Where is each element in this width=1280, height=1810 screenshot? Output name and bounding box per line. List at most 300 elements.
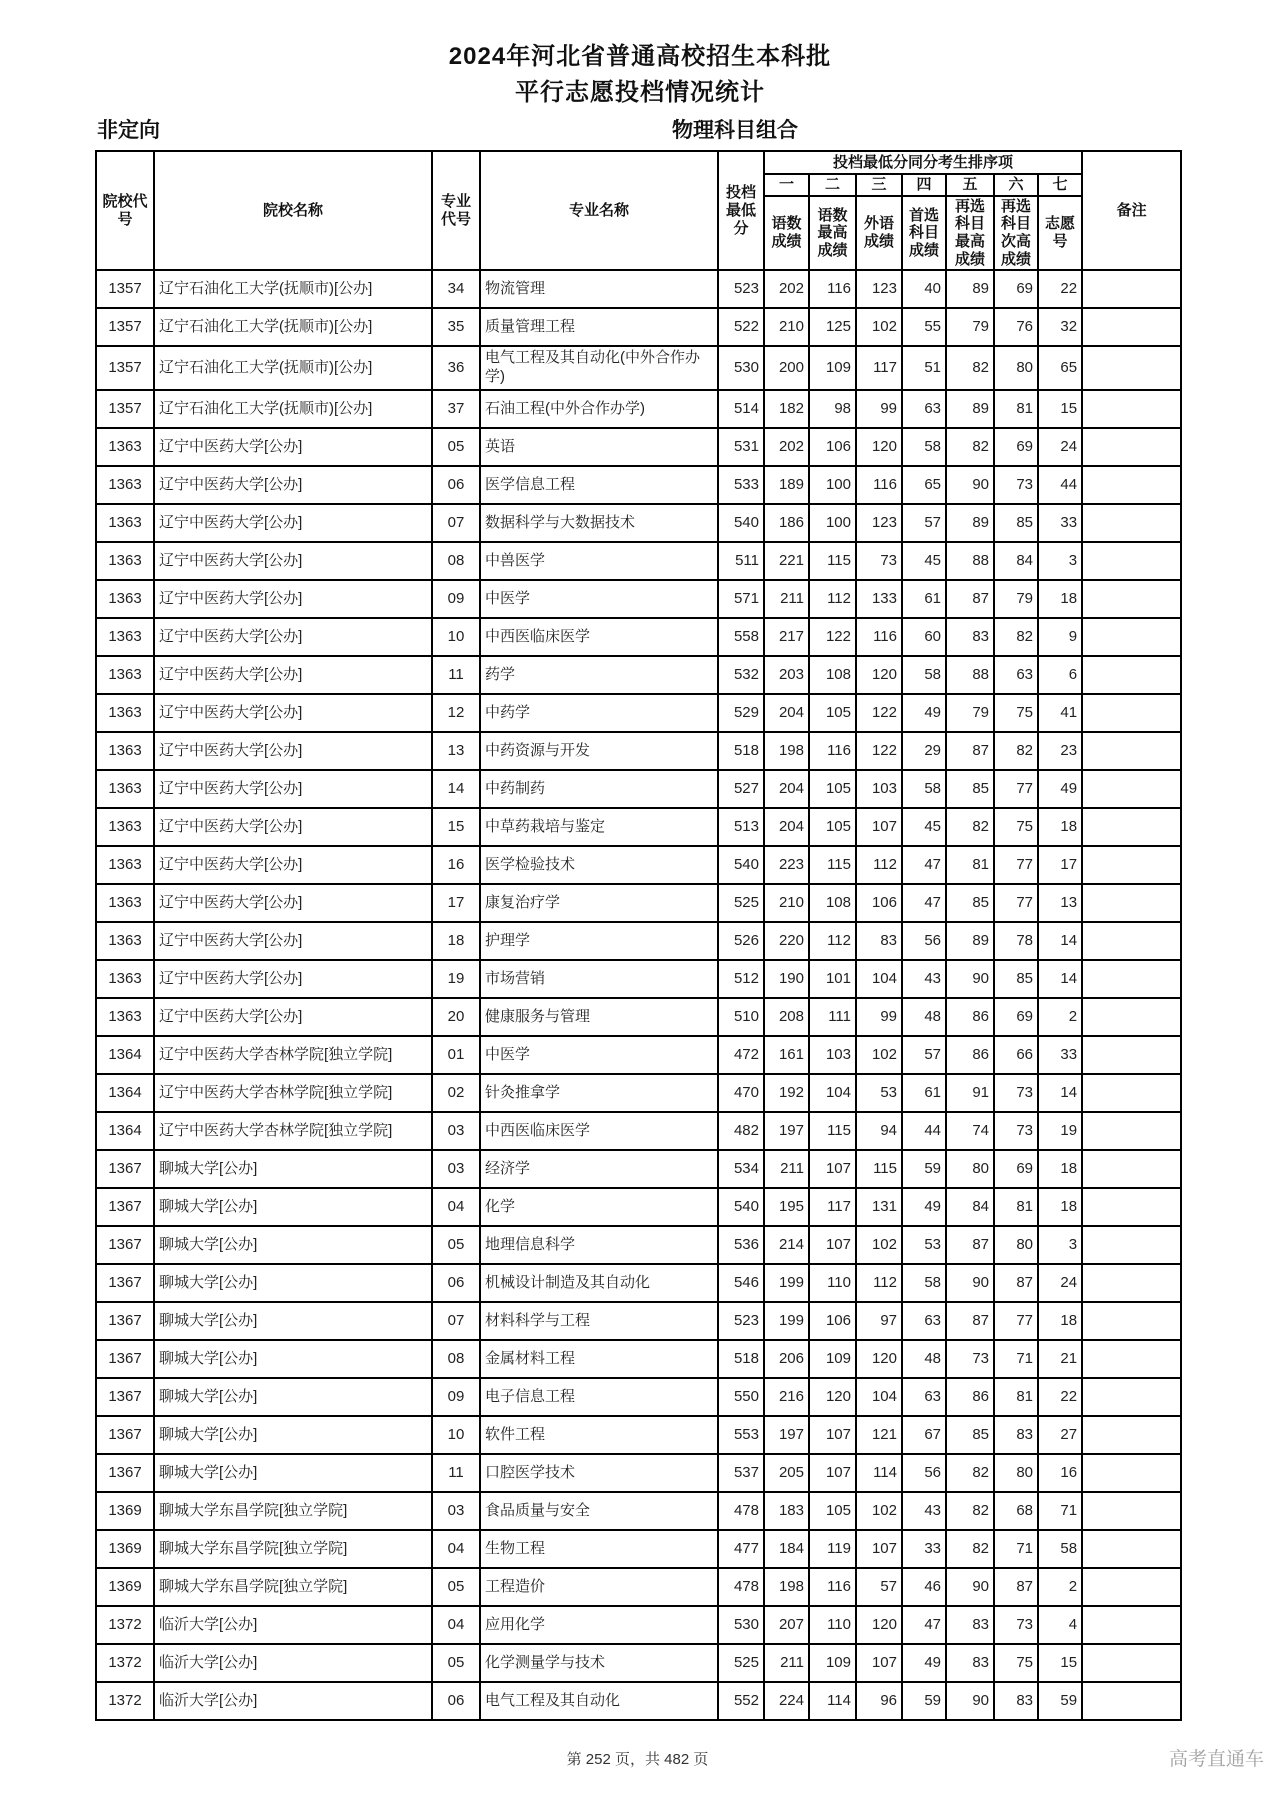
school-code-cell: 1367 (96, 1340, 154, 1378)
table-row (96, 466, 1181, 504)
school-code-cell: 1363 (96, 884, 154, 922)
remark-cell (1082, 390, 1181, 428)
tiebreak-2-chinese-math-max-cell: 107 (809, 1150, 856, 1188)
major-name-cell: 中兽医学 (480, 542, 718, 580)
remark-cell (1082, 998, 1181, 1036)
remark-cell (1082, 846, 1181, 884)
tiebreak-4-first-choice-cell: 43 (902, 1492, 946, 1530)
tiebreak-4-first-choice-cell: 47 (902, 846, 946, 884)
major-name-cell: 医学检验技术 (480, 846, 718, 884)
header-label-volunteer-no: 志愿号 (1038, 196, 1082, 271)
tiebreak-7-volunteer-no-cell: 9 (1038, 618, 1082, 656)
major-name-cell: 质量管理工程 (480, 308, 718, 346)
tiebreak-5-reselect-max-cell: 89 (946, 922, 994, 960)
major-code-cell: 06 (432, 466, 480, 504)
tiebreak-7-volunteer-no-cell: 27 (1038, 1416, 1082, 1454)
major-code-cell: 01 (432, 1036, 480, 1074)
tiebreak-7-volunteer-no-cell: 14 (1038, 960, 1082, 998)
tiebreak-1-chinese-math-cell: 224 (764, 1682, 809, 1720)
header-label-foreign-language: 外语成绩 (856, 196, 902, 271)
tiebreak-5-reselect-max-cell: 82 (946, 1454, 994, 1492)
tiebreak-1-chinese-math-cell: 189 (764, 466, 809, 504)
school-code-cell: 1363 (96, 580, 154, 618)
tiebreak-3-foreign-language-cell: 103 (856, 770, 902, 808)
school-code-cell: 1369 (96, 1492, 154, 1530)
major-name-cell: 针灸推拿学 (480, 1074, 718, 1112)
header-remark: 备注 (1082, 151, 1181, 270)
min-score-cell: 537 (718, 1454, 764, 1492)
school-code-cell: 1364 (96, 1036, 154, 1074)
school-name-cell: 辽宁中医药大学[公办] (154, 884, 432, 922)
remark-cell (1082, 1226, 1181, 1264)
tiebreak-4-first-choice-cell: 58 (902, 1264, 946, 1302)
tiebreak-1-chinese-math-cell: 211 (764, 1150, 809, 1188)
tiebreak-4-first-choice-cell: 29 (902, 732, 946, 770)
tiebreak-4-first-choice-cell: 47 (902, 884, 946, 922)
tiebreak-5-reselect-max-cell: 81 (946, 846, 994, 884)
tiebreak-5-reselect-max-cell: 90 (946, 1682, 994, 1720)
tiebreak-2-chinese-math-max-cell: 100 (809, 504, 856, 542)
min-score-cell: 540 (718, 1188, 764, 1226)
tiebreak-3-foreign-language-cell: 123 (856, 504, 902, 542)
major-code-cell: 09 (432, 580, 480, 618)
page-title-line1: 2024年河北省普通高校招生本科批 (448, 43, 832, 70)
tiebreak-7-volunteer-no-cell: 18 (1038, 580, 1082, 618)
school-name-cell: 辽宁石油化工大学(抚顺市)[公办] (154, 270, 432, 308)
table-row (96, 1188, 1181, 1226)
min-score-cell: 527 (718, 770, 764, 808)
tiebreak-6-reselect-second-cell: 84 (994, 542, 1038, 580)
remark-cell (1082, 618, 1181, 656)
tiebreak-2-chinese-math-max-cell: 107 (809, 1454, 856, 1492)
tiebreak-3-foreign-language-cell: 131 (856, 1188, 902, 1226)
major-code-cell: 05 (432, 1568, 480, 1606)
min-score-cell: 482 (718, 1112, 764, 1150)
tiebreak-7-volunteer-no-cell: 2 (1038, 998, 1082, 1036)
min-score-cell: 510 (718, 998, 764, 1036)
tiebreak-6-reselect-second-cell: 69 (994, 998, 1038, 1036)
subject-group-label: 物理科目组合 (672, 119, 798, 142)
tiebreak-4-first-choice-cell: 67 (902, 1416, 946, 1454)
tiebreak-2-chinese-math-max-cell: 115 (809, 1112, 856, 1150)
school-name-cell: 辽宁中医药大学[公办] (154, 960, 432, 998)
min-score-cell: 522 (718, 308, 764, 346)
min-score-cell: 518 (718, 732, 764, 770)
remark-cell (1082, 1454, 1181, 1492)
major-name-cell: 英语 (480, 428, 718, 466)
tiebreak-7-volunteer-no-cell: 18 (1038, 1302, 1082, 1340)
tiebreak-5-reselect-max-cell: 90 (946, 960, 994, 998)
min-score-cell: 530 (718, 1606, 764, 1644)
tiebreak-3-foreign-language-cell: 120 (856, 1340, 902, 1378)
tiebreak-4-first-choice-cell: 48 (902, 998, 946, 1036)
table-row (96, 1036, 1181, 1074)
tiebreak-2-chinese-math-max-cell: 116 (809, 1568, 856, 1606)
min-score-cell: 478 (718, 1492, 764, 1530)
tiebreak-1-chinese-math-cell: 198 (764, 732, 809, 770)
tiebreak-4-first-choice-cell: 45 (902, 808, 946, 846)
major-name-cell: 电气工程及其自动化 (480, 1682, 718, 1720)
table-row (96, 580, 1181, 618)
major-code-cell: 36 (432, 346, 480, 390)
tiebreak-3-foreign-language-cell: 94 (856, 1112, 902, 1150)
school-code-cell: 1367 (96, 1378, 154, 1416)
tiebreak-5-reselect-max-cell: 86 (946, 998, 994, 1036)
min-score-cell: 523 (718, 270, 764, 308)
tiebreak-6-reselect-second-cell: 80 (994, 1226, 1038, 1264)
school-name-cell: 辽宁中医药大学[公办] (154, 504, 432, 542)
page-title-line2: 平行志愿投档情况统计 (515, 79, 765, 106)
tiebreak-4-first-choice-cell: 44 (902, 1112, 946, 1150)
table-row (96, 1682, 1181, 1720)
tiebreak-4-first-choice-cell: 58 (902, 656, 946, 694)
tiebreak-4-first-choice-cell: 56 (902, 1454, 946, 1492)
header-rank-1: 一 (764, 174, 809, 196)
header-label-reselect-second: 再选科目次高成绩 (994, 196, 1038, 271)
tiebreak-7-volunteer-no-cell: 32 (1038, 308, 1082, 346)
major-name-cell: 中西医临床医学 (480, 618, 718, 656)
tiebreak-1-chinese-math-cell: 202 (764, 270, 809, 308)
school-name-cell: 辽宁中医药大学[公办] (154, 846, 432, 884)
header-major-code: 专业代号 (432, 151, 480, 270)
remark-cell (1082, 1150, 1181, 1188)
min-score-cell: 518 (718, 1340, 764, 1378)
tiebreak-2-chinese-math-max-cell: 107 (809, 1226, 856, 1264)
tiebreak-7-volunteer-no-cell: 14 (1038, 1074, 1082, 1112)
school-name-cell: 辽宁石油化工大学(抚顺市)[公办] (154, 390, 432, 428)
table-header (96, 151, 1181, 270)
table-body (96, 270, 1181, 1720)
tiebreak-3-foreign-language-cell: 112 (856, 846, 902, 884)
major-name-cell: 中医学 (480, 1036, 718, 1074)
school-name-cell: 辽宁中医药大学[公办] (154, 998, 432, 1036)
school-name-cell: 聊城大学东昌学院[独立学院] (154, 1568, 432, 1606)
tiebreak-1-chinese-math-cell: 210 (764, 884, 809, 922)
tiebreak-4-first-choice-cell: 58 (902, 770, 946, 808)
major-code-cell: 15 (432, 808, 480, 846)
tiebreak-7-volunteer-no-cell: 44 (1038, 466, 1082, 504)
tiebreak-2-chinese-math-max-cell: 116 (809, 732, 856, 770)
min-score-cell: 512 (718, 960, 764, 998)
major-name-cell: 中草药栽培与鉴定 (480, 808, 718, 846)
tiebreak-2-chinese-math-max-cell: 111 (809, 998, 856, 1036)
major-name-cell: 中药资源与开发 (480, 732, 718, 770)
major-code-cell: 17 (432, 884, 480, 922)
major-name-cell: 工程造价 (480, 1568, 718, 1606)
school-name-cell: 辽宁中医药大学[公办] (154, 770, 432, 808)
school-code-cell: 1367 (96, 1302, 154, 1340)
tiebreak-4-first-choice-cell: 57 (902, 504, 946, 542)
min-score-cell: 514 (718, 390, 764, 428)
tiebreak-7-volunteer-no-cell: 24 (1038, 1264, 1082, 1302)
tiebreak-6-reselect-second-cell: 73 (994, 1112, 1038, 1150)
tiebreak-5-reselect-max-cell: 86 (946, 1036, 994, 1074)
tiebreak-5-reselect-max-cell: 89 (946, 390, 994, 428)
tiebreak-2-chinese-math-max-cell: 109 (809, 1644, 856, 1682)
major-name-cell: 软件工程 (480, 1416, 718, 1454)
tiebreak-3-foreign-language-cell: 107 (856, 1530, 902, 1568)
header-tiebreak-group: 投档最低分同分考生排序项 (764, 151, 1082, 174)
table-row (96, 270, 1181, 308)
major-code-cell: 13 (432, 732, 480, 770)
tiebreak-3-foreign-language-cell: 57 (856, 1568, 902, 1606)
tiebreak-3-foreign-language-cell: 121 (856, 1416, 902, 1454)
tiebreak-7-volunteer-no-cell: 18 (1038, 1188, 1082, 1226)
tiebreak-5-reselect-max-cell: 89 (946, 504, 994, 542)
tiebreak-3-foreign-language-cell: 96 (856, 1682, 902, 1720)
tiebreak-7-volunteer-no-cell: 17 (1038, 846, 1082, 884)
tiebreak-5-reselect-max-cell: 82 (946, 428, 994, 466)
header-min-score: 投档最低分 (718, 151, 764, 270)
min-score-cell: 546 (718, 1264, 764, 1302)
major-code-cell: 04 (432, 1606, 480, 1644)
tiebreak-6-reselect-second-cell: 87 (994, 1264, 1038, 1302)
school-name-cell: 辽宁中医药大学[公办] (154, 618, 432, 656)
tiebreak-4-first-choice-cell: 51 (902, 346, 946, 390)
major-code-cell: 10 (432, 1416, 480, 1454)
table-row (96, 1568, 1181, 1606)
tiebreak-2-chinese-math-max-cell: 101 (809, 960, 856, 998)
major-name-cell: 生物工程 (480, 1530, 718, 1568)
tiebreak-1-chinese-math-cell: 199 (764, 1302, 809, 1340)
major-name-cell: 食品质量与安全 (480, 1492, 718, 1530)
tiebreak-6-reselect-second-cell: 83 (994, 1416, 1038, 1454)
school-code-cell: 1364 (96, 1074, 154, 1112)
major-name-cell: 中药学 (480, 694, 718, 732)
tiebreak-2-chinese-math-max-cell: 109 (809, 1340, 856, 1378)
tiebreak-6-reselect-second-cell: 71 (994, 1340, 1038, 1378)
table-row (96, 770, 1181, 808)
table-row (96, 390, 1181, 428)
school-code-cell: 1372 (96, 1644, 154, 1682)
tiebreak-6-reselect-second-cell: 80 (994, 1454, 1038, 1492)
remark-cell (1082, 694, 1181, 732)
school-name-cell: 辽宁中医药大学[公办] (154, 656, 432, 694)
tiebreak-7-volunteer-no-cell: 4 (1038, 1606, 1082, 1644)
tiebreak-4-first-choice-cell: 65 (902, 466, 946, 504)
tiebreak-4-first-choice-cell: 47 (902, 1606, 946, 1644)
remark-cell (1082, 1530, 1181, 1568)
school-name-cell: 临沂大学[公办] (154, 1644, 432, 1682)
tiebreak-5-reselect-max-cell: 91 (946, 1074, 994, 1112)
tiebreak-1-chinese-math-cell: 182 (764, 390, 809, 428)
tiebreak-2-chinese-math-max-cell: 115 (809, 542, 856, 580)
header-rank-7: 七 (1038, 174, 1082, 196)
min-score-cell: 470 (718, 1074, 764, 1112)
page-indicator: 第 252 页，共 482 页 (566, 1751, 709, 1768)
tiebreak-3-foreign-language-cell: 102 (856, 308, 902, 346)
remark-cell (1082, 308, 1181, 346)
tiebreak-5-reselect-max-cell: 83 (946, 1606, 994, 1644)
tiebreak-1-chinese-math-cell: 204 (764, 808, 809, 846)
table-row (96, 1226, 1181, 1264)
tiebreak-1-chinese-math-cell: 202 (764, 428, 809, 466)
school-code-cell: 1363 (96, 428, 154, 466)
table-row (96, 1340, 1181, 1378)
tiebreak-3-foreign-language-cell: 102 (856, 1492, 902, 1530)
tiebreak-6-reselect-second-cell: 75 (994, 808, 1038, 846)
tiebreak-3-foreign-language-cell: 97 (856, 1302, 902, 1340)
school-code-cell: 1363 (96, 618, 154, 656)
school-name-cell: 辽宁中医药大学杏林学院[独立学院] (154, 1036, 432, 1074)
header-rank-6: 六 (994, 174, 1038, 196)
table-row (96, 618, 1181, 656)
school-code-cell: 1363 (96, 504, 154, 542)
major-code-cell: 20 (432, 998, 480, 1036)
tiebreak-2-chinese-math-max-cell: 108 (809, 656, 856, 694)
header-rank-5: 五 (946, 174, 994, 196)
table-row (96, 1302, 1181, 1340)
remark-cell (1082, 1378, 1181, 1416)
school-code-cell: 1363 (96, 694, 154, 732)
tiebreak-3-foreign-language-cell: 112 (856, 1264, 902, 1302)
tiebreak-3-foreign-language-cell: 123 (856, 270, 902, 308)
school-name-cell: 聊城大学东昌学院[独立学院] (154, 1530, 432, 1568)
tiebreak-7-volunteer-no-cell: 23 (1038, 732, 1082, 770)
school-code-cell: 1367 (96, 1150, 154, 1188)
school-name-cell: 临沂大学[公办] (154, 1682, 432, 1720)
tiebreak-7-volunteer-no-cell: 16 (1038, 1454, 1082, 1492)
tiebreak-5-reselect-max-cell: 80 (946, 1150, 994, 1188)
tiebreak-7-volunteer-no-cell: 24 (1038, 428, 1082, 466)
major-name-cell: 护理学 (480, 922, 718, 960)
remark-cell (1082, 580, 1181, 618)
school-code-cell: 1363 (96, 960, 154, 998)
major-name-cell: 市场营销 (480, 960, 718, 998)
table-row (96, 808, 1181, 846)
major-code-cell: 05 (432, 1226, 480, 1264)
school-code-cell: 1357 (96, 308, 154, 346)
tiebreak-5-reselect-max-cell: 87 (946, 580, 994, 618)
remark-cell (1082, 1568, 1181, 1606)
header-label-first-choice: 首选科目成绩 (902, 196, 946, 271)
tiebreak-5-reselect-max-cell: 88 (946, 656, 994, 694)
tiebreak-6-reselect-second-cell: 79 (994, 580, 1038, 618)
school-code-cell: 1369 (96, 1530, 154, 1568)
min-score-cell: 525 (718, 884, 764, 922)
school-code-cell: 1363 (96, 998, 154, 1036)
major-name-cell: 应用化学 (480, 1606, 718, 1644)
min-score-cell: 477 (718, 1530, 764, 1568)
tiebreak-3-foreign-language-cell: 53 (856, 1074, 902, 1112)
tiebreak-3-foreign-language-cell: 120 (856, 1606, 902, 1644)
header-rank-3: 三 (856, 174, 902, 196)
min-score-cell: 472 (718, 1036, 764, 1074)
tiebreak-3-foreign-language-cell: 122 (856, 694, 902, 732)
min-score-cell: 526 (718, 922, 764, 960)
tiebreak-7-volunteer-no-cell: 3 (1038, 542, 1082, 580)
tiebreak-7-volunteer-no-cell: 58 (1038, 1530, 1082, 1568)
tiebreak-7-volunteer-no-cell: 33 (1038, 1036, 1082, 1074)
tiebreak-4-first-choice-cell: 63 (902, 1378, 946, 1416)
tiebreak-3-foreign-language-cell: 114 (856, 1454, 902, 1492)
tiebreak-3-foreign-language-cell: 116 (856, 466, 902, 504)
major-code-cell: 34 (432, 270, 480, 308)
remark-cell (1082, 1074, 1181, 1112)
major-code-cell: 16 (432, 846, 480, 884)
min-score-cell: 536 (718, 1226, 764, 1264)
school-code-cell: 1369 (96, 1568, 154, 1606)
tiebreak-6-reselect-second-cell: 75 (994, 1644, 1038, 1682)
tiebreak-5-reselect-max-cell: 89 (946, 270, 994, 308)
major-code-cell: 03 (432, 1492, 480, 1530)
remark-cell (1082, 428, 1181, 466)
major-name-cell: 电气工程及其自动化(中外合作办学) (480, 346, 718, 390)
table-row (96, 694, 1181, 732)
tiebreak-1-chinese-math-cell: 221 (764, 542, 809, 580)
min-score-cell: 571 (718, 580, 764, 618)
table-row (96, 732, 1181, 770)
section-label: 非定向 (97, 119, 160, 142)
major-code-cell: 11 (432, 1454, 480, 1492)
major-name-cell: 中药制药 (480, 770, 718, 808)
tiebreak-5-reselect-max-cell: 90 (946, 1568, 994, 1606)
tiebreak-2-chinese-math-max-cell: 110 (809, 1264, 856, 1302)
tiebreak-4-first-choice-cell: 56 (902, 922, 946, 960)
tiebreak-6-reselect-second-cell: 81 (994, 1188, 1038, 1226)
tiebreak-6-reselect-second-cell: 66 (994, 1036, 1038, 1074)
tiebreak-3-foreign-language-cell: 102 (856, 1226, 902, 1264)
table-row (96, 542, 1181, 580)
school-code-cell: 1367 (96, 1416, 154, 1454)
major-name-cell: 康复治疗学 (480, 884, 718, 922)
tiebreak-1-chinese-math-cell: 195 (764, 1188, 809, 1226)
tiebreak-7-volunteer-no-cell: 13 (1038, 884, 1082, 922)
tiebreak-1-chinese-math-cell: 220 (764, 922, 809, 960)
tiebreak-3-foreign-language-cell: 122 (856, 732, 902, 770)
tiebreak-5-reselect-max-cell: 82 (946, 1530, 994, 1568)
tiebreak-2-chinese-math-max-cell: 100 (809, 466, 856, 504)
table-row (96, 1454, 1181, 1492)
school-code-cell: 1363 (96, 656, 154, 694)
tiebreak-7-volunteer-no-cell: 21 (1038, 1340, 1082, 1378)
tiebreak-1-chinese-math-cell: 217 (764, 618, 809, 656)
tiebreak-1-chinese-math-cell: 211 (764, 580, 809, 618)
table-row (96, 1150, 1181, 1188)
school-name-cell: 临沂大学[公办] (154, 1606, 432, 1644)
tiebreak-2-chinese-math-max-cell: 115 (809, 846, 856, 884)
school-code-cell: 1367 (96, 1264, 154, 1302)
tiebreak-1-chinese-math-cell: 216 (764, 1378, 809, 1416)
table-row (96, 1644, 1181, 1682)
tiebreak-3-foreign-language-cell: 120 (856, 428, 902, 466)
tiebreak-6-reselect-second-cell: 87 (994, 1568, 1038, 1606)
school-name-cell: 辽宁石油化工大学(抚顺市)[公办] (154, 308, 432, 346)
tiebreak-4-first-choice-cell: 43 (902, 960, 946, 998)
table-row (96, 1492, 1181, 1530)
school-name-cell: 辽宁中医药大学[公办] (154, 732, 432, 770)
major-code-cell: 09 (432, 1378, 480, 1416)
table-row (96, 884, 1181, 922)
tiebreak-2-chinese-math-max-cell: 108 (809, 884, 856, 922)
school-code-cell: 1364 (96, 1112, 154, 1150)
tiebreak-1-chinese-math-cell: 198 (764, 1568, 809, 1606)
school-name-cell: 辽宁中医药大学[公办] (154, 808, 432, 846)
tiebreak-2-chinese-math-max-cell: 106 (809, 428, 856, 466)
tiebreak-1-chinese-math-cell: 211 (764, 1644, 809, 1682)
tiebreak-2-chinese-math-max-cell: 104 (809, 1074, 856, 1112)
table-row (96, 428, 1181, 466)
tiebreak-2-chinese-math-max-cell: 122 (809, 618, 856, 656)
remark-cell (1082, 270, 1181, 308)
remark-cell (1082, 732, 1181, 770)
school-name-cell: 辽宁中医药大学[公办] (154, 428, 432, 466)
min-score-cell: 553 (718, 1416, 764, 1454)
tiebreak-7-volunteer-no-cell: 59 (1038, 1682, 1082, 1720)
tiebreak-5-reselect-max-cell: 85 (946, 1416, 994, 1454)
major-code-cell: 11 (432, 656, 480, 694)
major-code-cell: 04 (432, 1188, 480, 1226)
